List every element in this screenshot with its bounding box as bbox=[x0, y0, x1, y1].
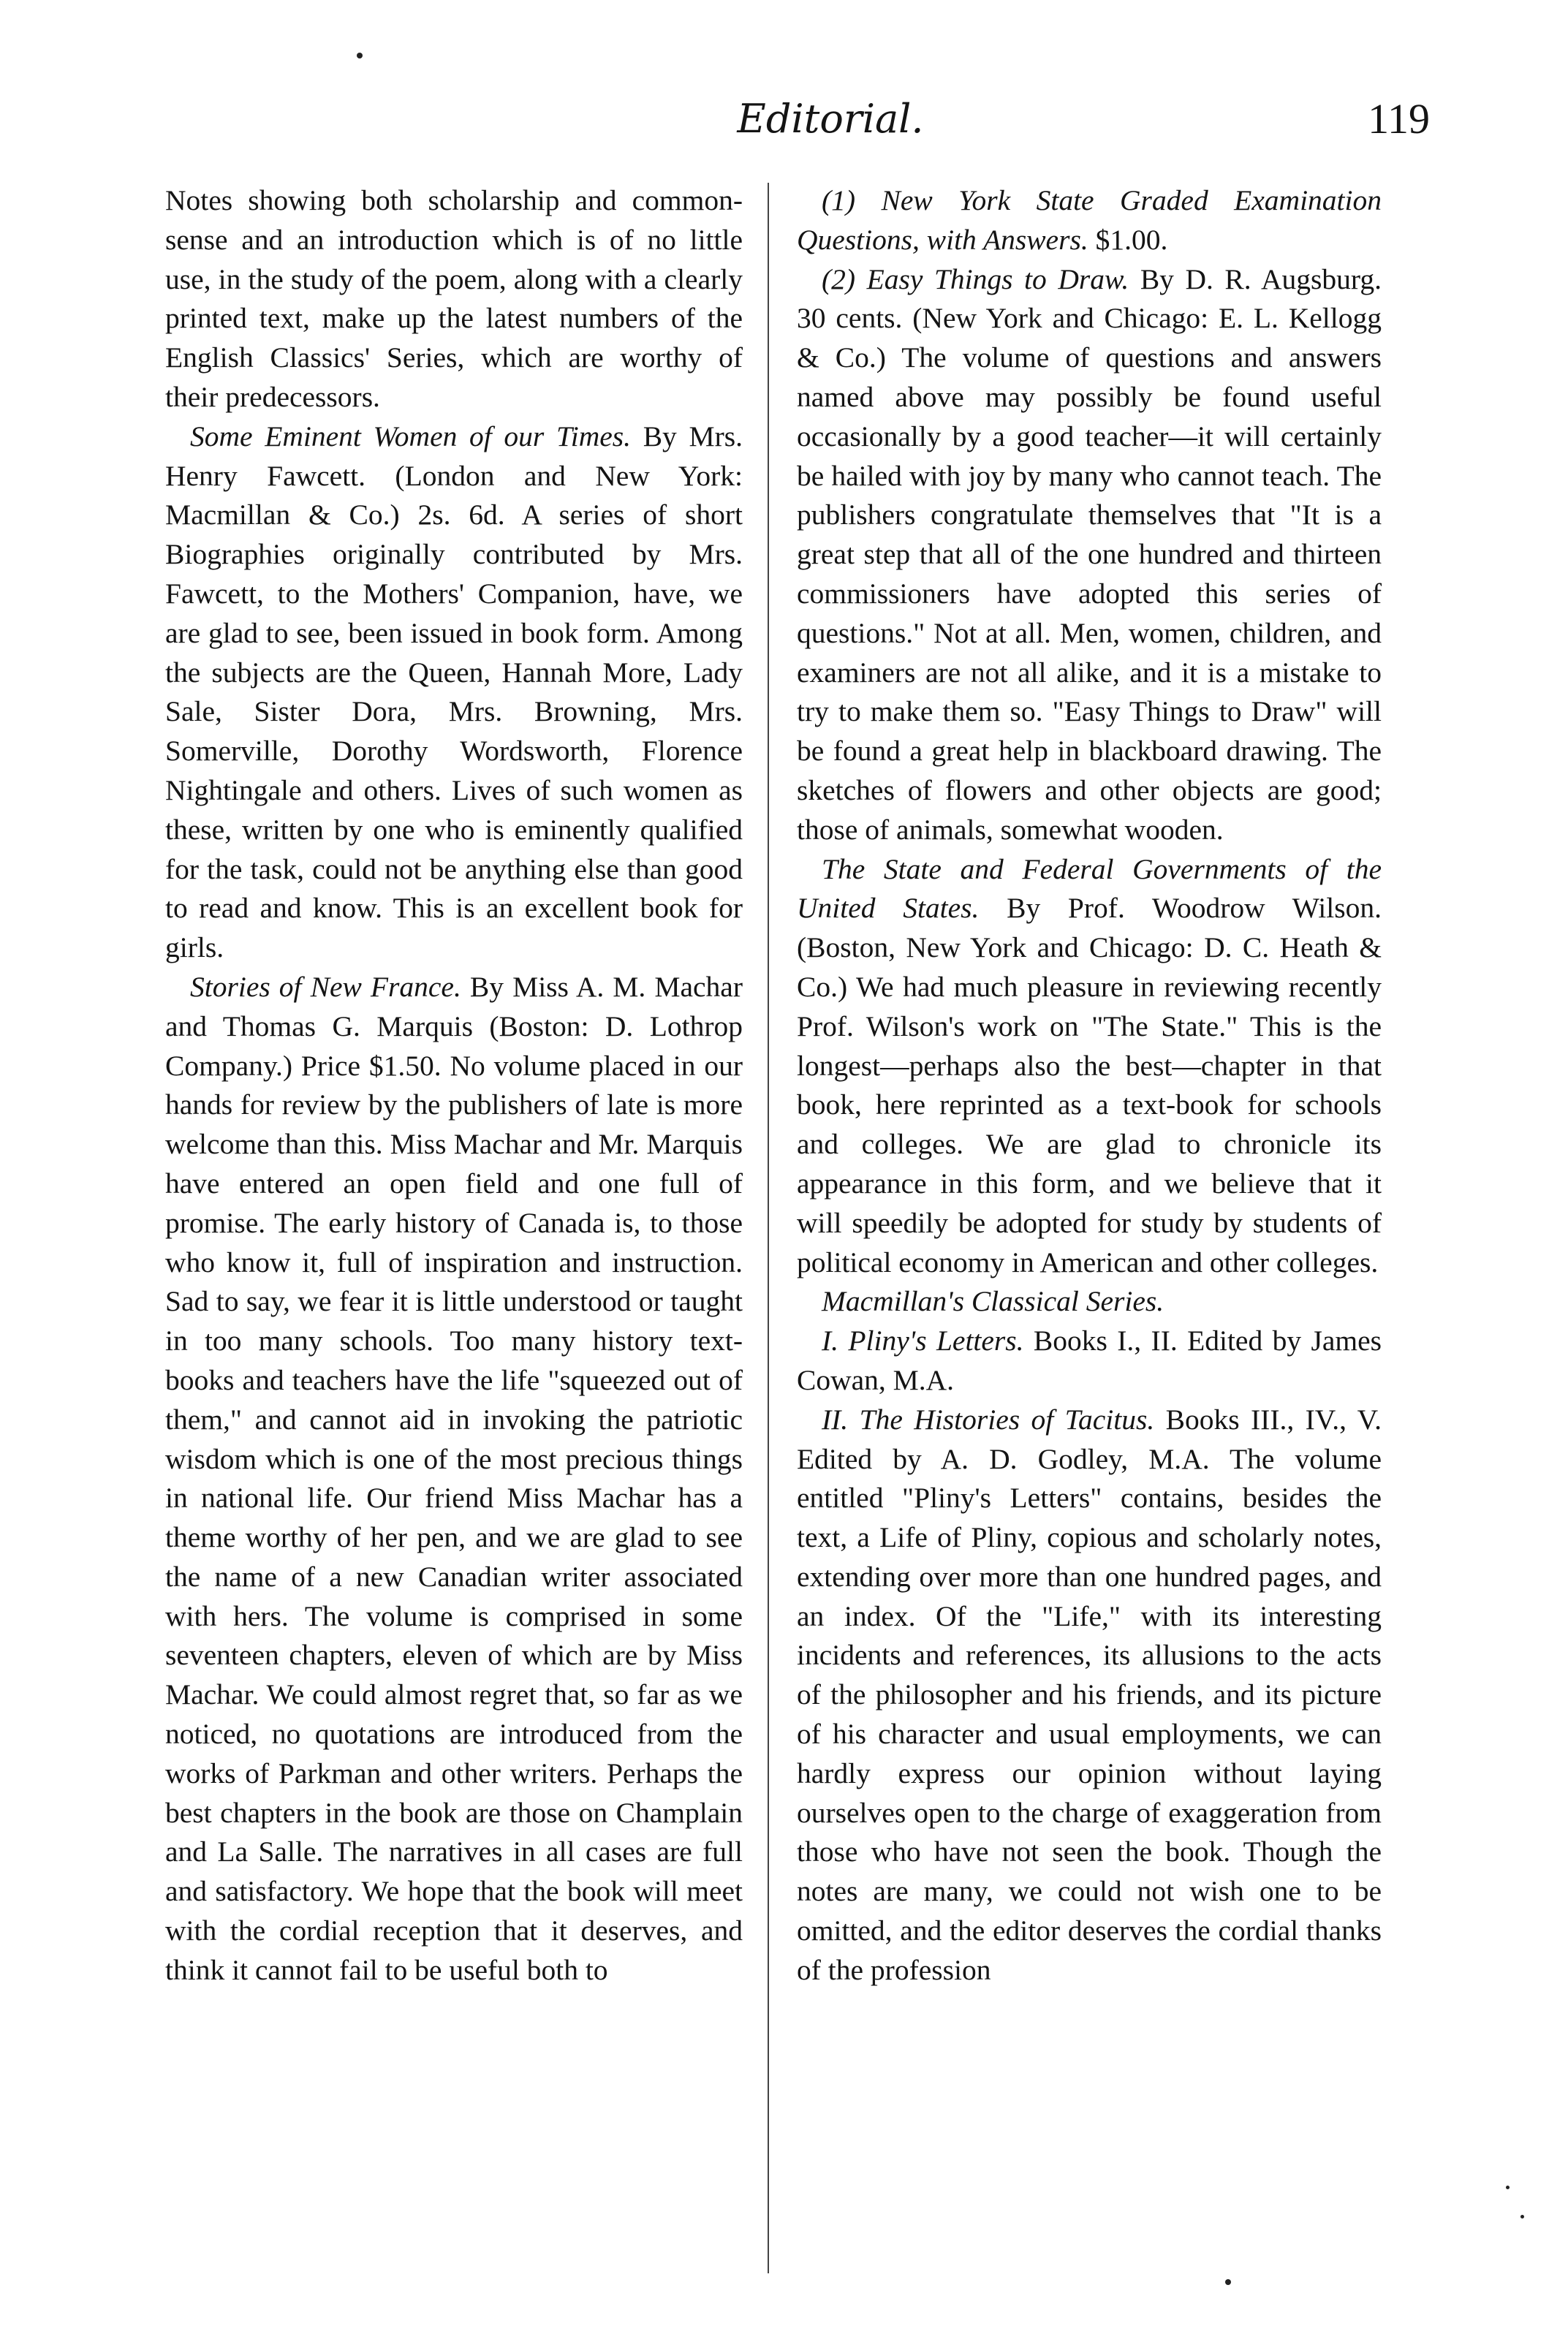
book-title: Some Eminent Women of our Times. bbox=[190, 420, 632, 452]
speck-mark bbox=[1520, 2215, 1524, 2219]
book-title: (1) New York State Graded Examination Questions, with Answers. bbox=[797, 184, 1382, 256]
book-title: The State and Federal Governments of the United States. bbox=[797, 852, 1382, 925]
paragraph-ny-questions: (1) New York State Graded Examination Questions, with Answers. $1.00. bbox=[797, 184, 1382, 256]
paragraph-state-federal: The State and Federal Governments of the United States. By Prof. Woodrow Wilson. (Boston, New York and Chicago: D. C. Heath & Co.) We had much pleasure in reviewing recently Prof. Wilson's work on "The State." This is the longest—perhaps also the best—chapter in that book, here reprinted as a text-book for schools and colleges. We are glad to chronicle its appearance in this form, and we believe that it will speedily be adopted for study by students of political economy in American and other colleges. bbox=[797, 852, 1382, 1278]
paragraph-histories-tacitus: II. The Histories of Tacitus. Books III., IV., V. Edited by A. D. Godley, M.A. The volume entitled "Pliny's Letters" contains, besides the text, a Life of Pliny, copious and scholarly notes, extending over more than one hundred pages, and an index. Of the "Life," with its interesting incidents and references, its allusions to the acts of the philosopher and his friends, and its picture of his character and usual employments, we can hardly express our opinion without laying ourselves open to the charge of exaggeration from those who have not seen the book. Though the notes are many, we could not wish one to be omitted, and the editor deserves the cordial thanks of the profession bbox=[797, 1403, 1382, 1986]
paragraph-stories-new-france: Stories of New France. By Miss A. M. Machar and Thomas G. Marquis (Boston: D. Lothrop Company.) Price $1.50. No volume placed in our hands for review by the publishers of late is more welcome than this. Miss Machar and Mr. Marquis have entered an open field and one full of promise. The early history of Canada is, to those who know it, full of inspiration and instruction. Sad to say, we fear it is little understood or taught in too many schools. Too many history text-books and teachers have the life "squeezed out of them," and cannot aid in invoking the patriotic wisdom which is one of the most precious things in national life. Our friend Miss Machar has a theme worthy of her pen, and we are glad to see the name of a new Canadian writer associated with hers. The volume is comprised in some seventeen chapters, eleven of which are by Miss Machar. We could almost regret that, so far as we noticed, no quotations are introduced from the works of Parkman and other writers. Perhaps the best chapters in the book are those on Champlain and La Salle. The narratives in all cases are full and satisfactory. We hope that the book will meet with the cordial reception that it deserves, and think it cannot fail to be useful both to bbox=[165, 970, 743, 1986]
speck-mark bbox=[1225, 2279, 1231, 2285]
book-title: I. Pliny's Letters. bbox=[822, 1325, 1024, 1357]
running-title: Editorial. bbox=[737, 96, 924, 142]
series-title: Macmillan's Classical Series. bbox=[822, 1285, 1164, 1318]
right-column bbox=[797, 181, 1382, 1990]
speck-mark bbox=[357, 53, 363, 58]
page-header bbox=[165, 94, 1430, 152]
speck-mark bbox=[1506, 2186, 1510, 2189]
column-divider bbox=[768, 183, 769, 2273]
paragraph-plinys-letters: I. Pliny's Letters. Books I., II. Edited by James Cowan, M.A. bbox=[797, 1325, 1382, 1396]
book-title: (2) Easy Things to Draw. bbox=[822, 262, 1129, 295]
left-column bbox=[165, 181, 743, 1990]
paragraph-easy-things: (2) Easy Things to Draw. By D. R. Augsburg. 30 cents. (New York and Chicago: E. L. Kellogg & Co.) The volume of questions and answers named above may possibly be found useful occasionally by a good teacher—it will certainly be hailed with joy by many who cannot teach. The publishers congratulate themselves that "It is a great step that all of the one hundred and thirteen commissioners have adopted this series of questions." Not at all. Men, women, children, and examiners are not all alike, and it is a mistake to try to make them so. "Easy Things to Draw" will be found a great help in blackboard drawing. The sketches of flowers and other objects are good; those of animals, somewhat wooden. bbox=[797, 262, 1382, 846]
page-number: 119 bbox=[1368, 95, 1430, 143]
book-title: II. The Histories of Tacitus. bbox=[822, 1403, 1155, 1436]
paragraph-eminent-women: Some Eminent Women of our Times. By Mrs. Henry Fawcett. (London and New York: Macmillan & Co.) 2s. 6d. A series of short Biographies originally contributed by Mrs. Fawcett, to the Mothers' Companion, have, we are glad to see, been issued in book form. Among the subjects are the Queen, Hannah More, Lady Sale, Sister Dora, Mrs. Browning, Mrs. Somerville, Dorothy Wordsworth, Florence Nightingale and others. Lives of such women as these, written by one who is eminently qualified for the task, could not be anything else than good to read and know. This is an excellent book for girls. bbox=[165, 420, 743, 964]
paragraph-notes-continuation: Notes showing both scholarship and common-sense and an introduction which is of no little use, in the study of the poem, along with a clearly printed text, make up the latest numbers of the English Classics' Series, which are worthy of their predecessors. bbox=[165, 184, 743, 413]
paragraph-classical-series bbox=[797, 1282, 1382, 1322]
book-title: Stories of New France. bbox=[190, 970, 461, 1003]
